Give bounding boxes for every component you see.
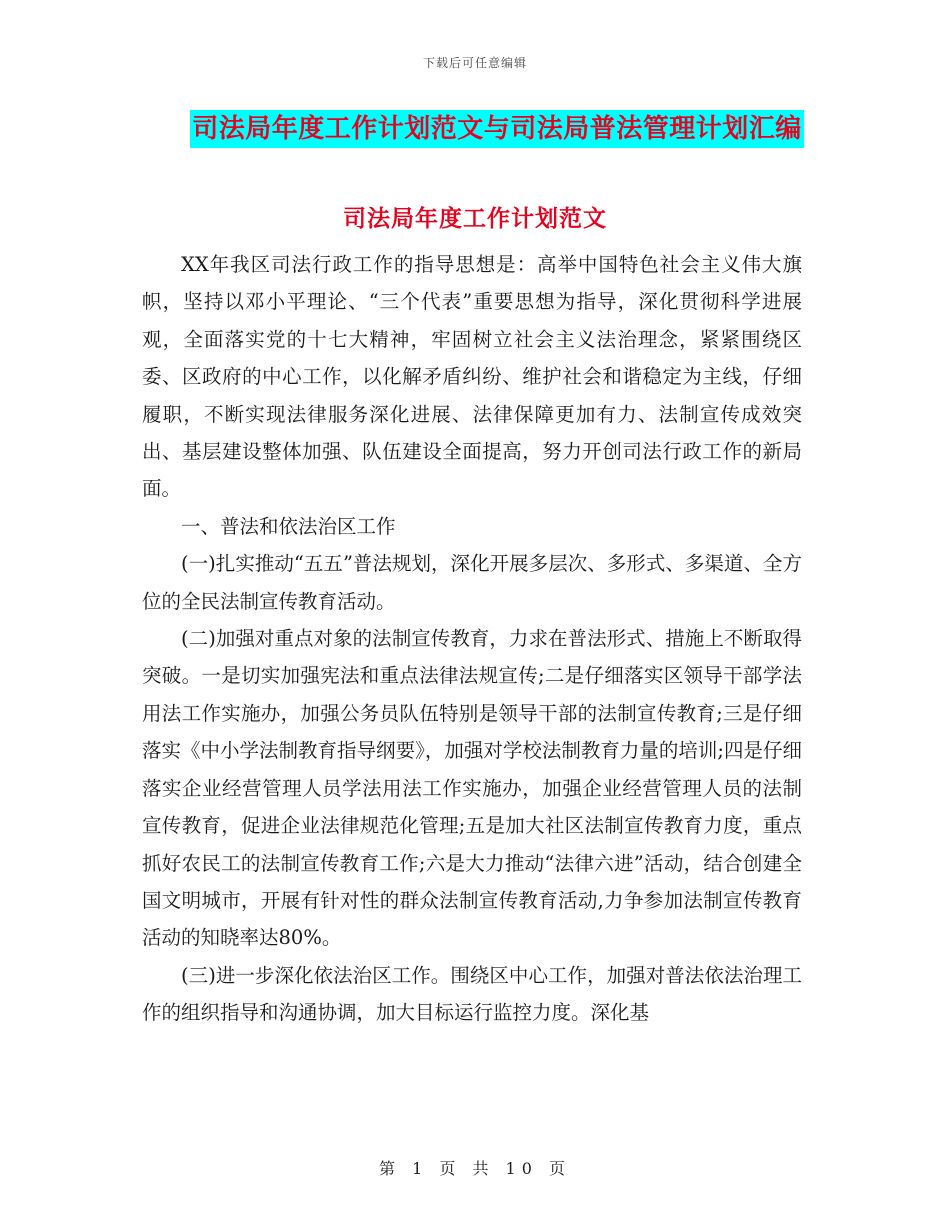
page-footer: 第 1 页 共 10 页 xyxy=(379,1159,571,1178)
document-title-wrap xyxy=(0,110,950,148)
paragraph-item-1: (一)扎实推动“五五”普法规划，深化开展多层次、多形式、多渠道、全方位的全民法制宣传教育活动。 xyxy=(142,552,802,613)
paragraph-item-2: (二)加强对重点对象的法制宣传教育，力求在普法形式、措施上不断取得突破。一是切实加强宪法和重点法律法规宣传;二是仔细落实区领导干部学法用法工作实施办，加强公务员队伍特别是领导干部的法制宣传教育;三是仔细落实《中小学法制教育指导纲要》，加强对学校法制教育力量的培训;四是仔细落实企业经营管理人员学法用法工作实施办，加强企业经营管理人员的法制宣传教育，促进企业法律规范化管理;五是加大社区法制宣传教育力度，重点抓好农民工的法制宣传教育工作;六是大力推动“法律六进”活动，结合创建全国文明城市，开展有针对性的群众法制宣传教育活动,力争参加法制宣传教育活动的知晓率达80%。 xyxy=(142,627,802,950)
paragraph-guiding-principle: XX年我区司法行政工作的指导思想是：高举中国特色社会主义伟大旗帜，坚持以邓小平理论、“三个代表”重要思想为指导，深化贯彻科学进展观，全面落实党的十七大精神，牢固树立社会主义法治理念，紧紧围绕区委、区政府的中心工作，以化解矛盾纠纷、维护社会和谐稳定为主线，仔细履职，不断实现法律服务深化进展、法律保障更加有力、法制宣传成效突出、基层建设整体加强、队伍建设全面提高，努力开创司法行政工作的新局面。 xyxy=(142,253,802,501)
paragraph-item-3: (三)进一步深化依法治区工作。围绕区中心工作，加强对普法依法治理工作的组织指导和沟通协调，加大目标运行监控力度。深化基 xyxy=(142,963,802,1025)
section-title: 司法局年度工作计划范文 xyxy=(343,205,607,232)
header-note: 下载后可任意编辑 xyxy=(422,56,527,70)
paragraph-heading-legal-education: 一、普法和依法治区工作 xyxy=(181,514,396,538)
document-body xyxy=(142,246,802,1032)
document-title: 司法局年度工作计划范文与司法局普法管理计划汇编 xyxy=(190,110,804,148)
